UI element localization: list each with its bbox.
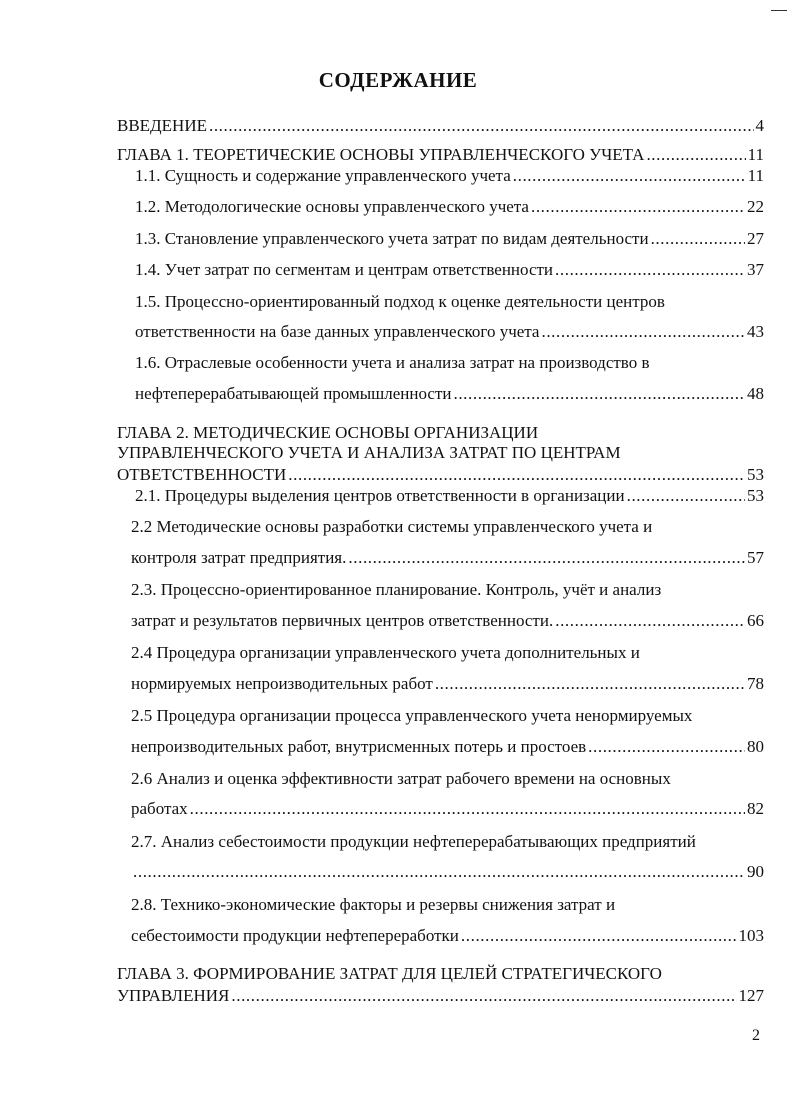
toc-entry-text: ВВЕДЕНИЕ: [117, 116, 207, 135]
toc-entry-text: 1.2. Методологические основы управленческого учета: [135, 197, 529, 216]
page-number: 2: [752, 1027, 760, 1044]
toc-entry-text: работах: [131, 799, 188, 818]
toc-entry-2-4-line1: 2.4 Процедура организации управленческого учета дополнительных и: [131, 643, 640, 662]
toc-entry-2-7-line1: 2.7. Анализ себестоимости продукции нефтеперерабатывающих предприятий: [131, 832, 696, 851]
toc-entry-text: непроизводительных работ, внутрисменных потерь и простоев: [131, 737, 587, 756]
toc-entry-2-5-line1: 2.5 Процедура организации процесса управленческого учета ненормируемых: [131, 706, 693, 725]
toc-entry-1-1: [135, 166, 764, 186]
toc-page-number: 66: [747, 611, 764, 630]
leader-dots: [461, 926, 737, 946]
leader-dots: [435, 674, 745, 694]
toc-entry-2-2-line1: 2.2 Методические основы разработки системы управленческого учета и: [131, 517, 653, 536]
toc-entry-text: УПРАВЛЕНИЯ: [117, 986, 230, 1005]
leader-dots: [531, 197, 745, 217]
toc-entry-2-2: [131, 548, 764, 568]
leader-dots: [555, 611, 745, 631]
toc-entry-text: затрат и результатов первичных центров ответственности.: [131, 611, 554, 630]
toc-entry-1-3: [135, 229, 764, 249]
leader-dots: [651, 229, 745, 249]
toc-page-number: 48: [747, 384, 764, 403]
toc-page-number: 43: [747, 322, 764, 341]
toc-page-number: 27: [747, 229, 764, 248]
toc-page-number: 11: [747, 145, 764, 164]
toc-page-number: 11: [747, 166, 764, 185]
toc-entry-2-6: [131, 799, 764, 819]
toc-entry-text: контроля затрат предприятия.: [131, 548, 347, 567]
toc-entry-chapter-2: [117, 465, 764, 485]
toc-page-number: 90: [747, 862, 764, 881]
toc-entry-1-6-line1: 1.6. Отраслевые особенности учета и анализа затрат на производство в: [135, 353, 650, 372]
toc-page-number: 37: [747, 260, 764, 279]
toc-page-number: 127: [738, 986, 764, 1005]
leader-dots: [555, 260, 745, 280]
toc-page-number: 22: [747, 197, 764, 216]
toc-entry-2-8: [131, 926, 764, 946]
toc-page-number: 82: [747, 799, 764, 818]
toc-entry-1-5-line1: 1.5. Процессно-ориентированный подход к оценке деятельности центров: [135, 292, 665, 311]
leader-dots: [453, 384, 745, 404]
toc-entry-chapter-1: [117, 145, 764, 165]
toc-page-number: 4: [755, 116, 764, 135]
toc-entry-2-6-line1: 2.6 Анализ и оценка эффективности затрат рабочего времени на основных: [131, 769, 671, 788]
toc-page-number: 53: [747, 465, 764, 484]
toc-entry-2-3-line1: 2.3. Процессно-ориентированное планирование. Контроль, учёт и анализ: [131, 580, 662, 599]
leader-dots: [513, 166, 746, 186]
toc-entry-text: 1.4. Учет затрат по сегментам и центрам ответственности: [135, 260, 554, 279]
leader-dots: [231, 986, 736, 1006]
leader-dots: [288, 465, 745, 485]
leader-dots: [588, 737, 745, 757]
toc-entry-2-3: [131, 611, 764, 631]
leader-dots: [209, 116, 754, 136]
toc-entry-2-1: [135, 486, 764, 506]
toc-entry-chapter-2-line1: ГЛАВА 2. МЕТОДИЧЕСКИЕ ОСНОВЫ ОРГАНИЗАЦИИ: [117, 423, 539, 442]
toc-entry-text: ГЛАВА 1. ТЕОРЕТИЧЕСКИЕ ОСНОВЫ УПРАВЛЕНЧЕСКОГО УЧЕТА: [117, 145, 645, 164]
leader-dots: [541, 322, 745, 342]
toc-entry-1-6: [135, 384, 764, 404]
page-title: СОДЕРЖАНИЕ: [318, 68, 478, 92]
toc-entry-text: нормируемых непроизводительных работ: [131, 674, 433, 693]
toc-entry-text: нефтеперерабатывающей промышленности: [135, 384, 452, 403]
toc-entry-text: ответственности на базе данных управленческого учета: [135, 322, 540, 341]
toc-entry-1-2: [135, 197, 764, 217]
leader-dots: [133, 862, 745, 882]
toc-entry-intro: [117, 116, 764, 136]
toc-entry-text: 1.1. Сущность и содержание управленческого учета: [135, 166, 511, 185]
toc-entry-1-5: [135, 322, 764, 342]
toc-entry-text: ОТВЕТСТВЕННОСТИ: [117, 465, 287, 484]
toc-entry-2-8-line1: 2.8. Технико-экономические факторы и резервы снижения затрат и: [131, 895, 616, 914]
leader-dots: [646, 145, 745, 165]
toc-page-number: 57: [747, 548, 764, 567]
toc-entry-chapter-3-line1: ГЛАВА 3. ФОРМИРОВАНИЕ ЗАТРАТ ДЛЯ ЦЕЛЕЙ СТРАТЕГИЧЕСКОГО: [117, 964, 662, 983]
toc-entry-text: 2.1. Процедуры выделения центров ответственности в организации: [135, 486, 625, 505]
scan-mark: [771, 10, 787, 11]
toc-entry-1-4: [135, 260, 764, 280]
toc-page-number: 80: [747, 737, 764, 756]
leader-dots: [627, 486, 745, 506]
toc-entry-2-4: [131, 674, 764, 694]
toc-page-number: 103: [738, 926, 764, 945]
leader-dots: [190, 799, 745, 819]
toc-entry-chapter-3: [117, 986, 764, 1006]
toc-page-number: 53: [747, 486, 764, 505]
toc-entry-2-5: [131, 737, 764, 757]
toc-entry-2-7: [131, 862, 764, 882]
toc-entry-text: 1.3. Становление управленческого учета затрат по видам деятельности: [135, 229, 649, 248]
toc-page-number: 78: [747, 674, 764, 693]
leader-dots: [348, 548, 745, 568]
toc-entry-chapter-2-line2: УПРАВЛЕНЧЕСКОГО УЧЕТА И АНАЛИЗА ЗАТРАТ ПО ЦЕНТРАМ: [117, 443, 621, 462]
toc-entry-text: себестоимости продукции нефтепереработки: [131, 926, 459, 945]
